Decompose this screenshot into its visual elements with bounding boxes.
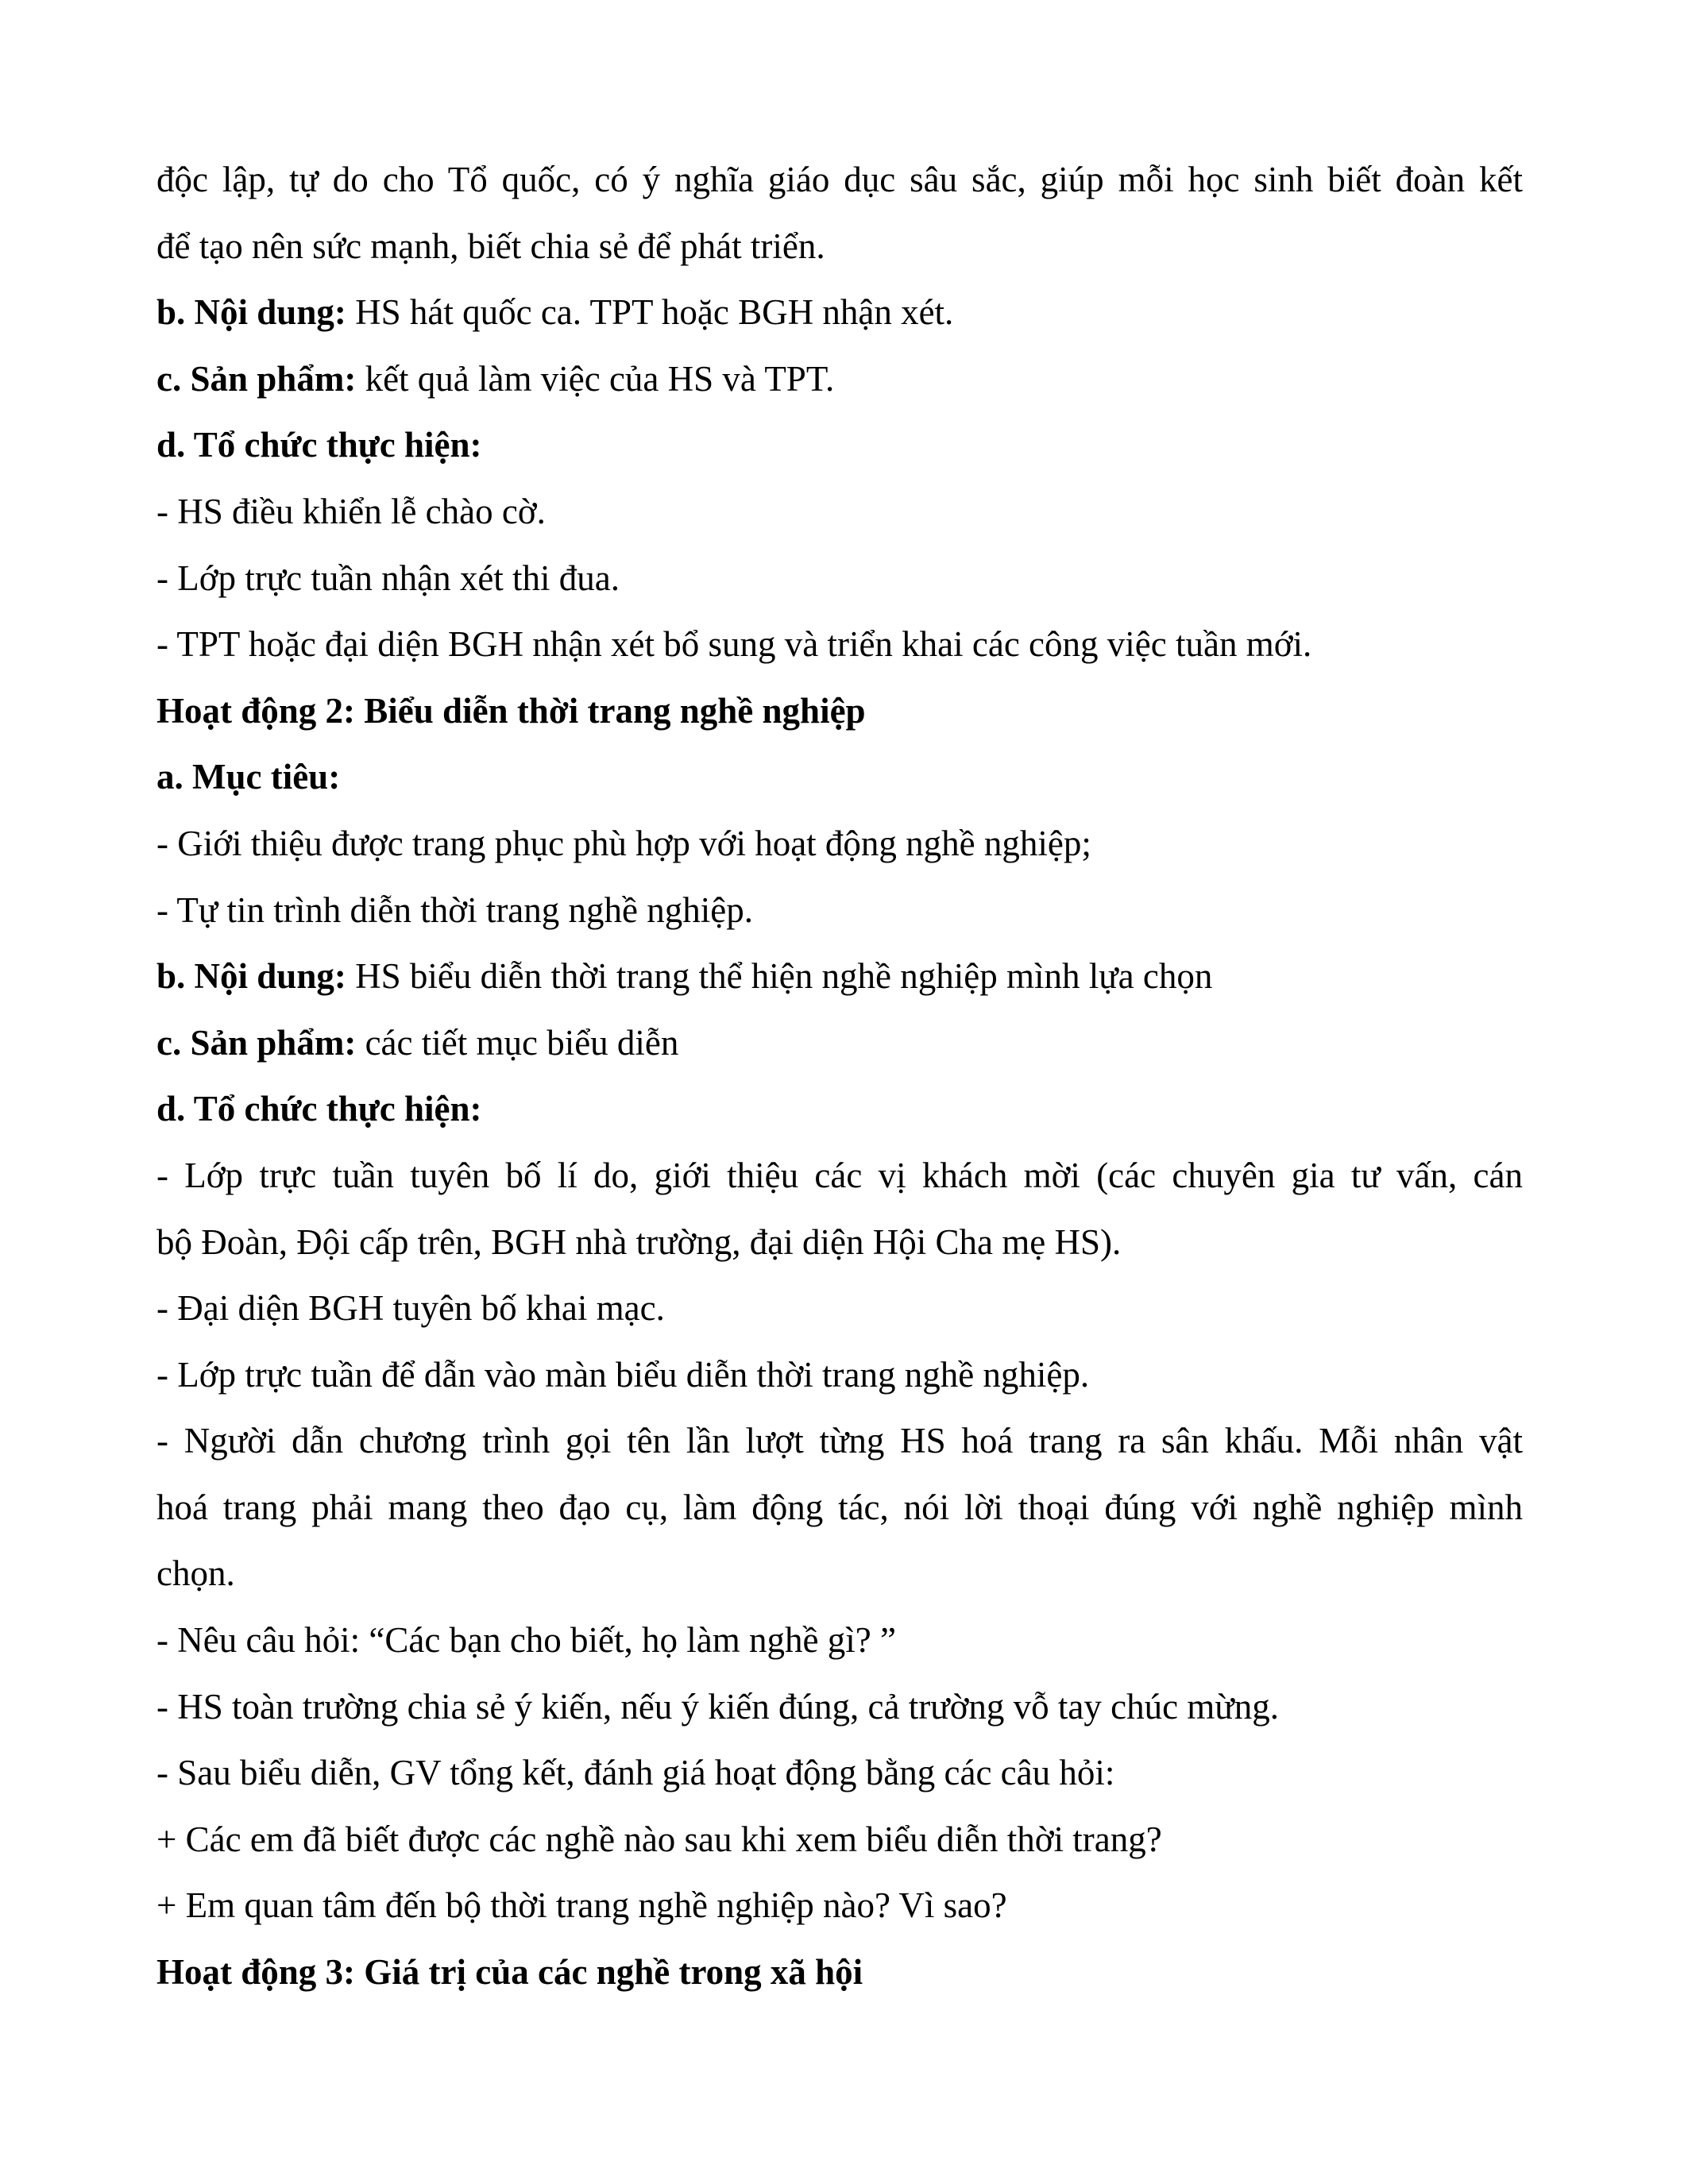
heading-line — [156, 1939, 1523, 2006]
line-text: các tiết mục biểu diễn — [356, 1022, 679, 1063]
text-line — [156, 280, 1523, 346]
line-text: - TPT hoặc đại diện BGH nhận xét bổ sung và triển khai các công việc tuần mới. — [156, 624, 1312, 665]
line-text: - Tự tin trình diễn thời trang nghề nghiệp. — [156, 889, 753, 930]
line-text: + Em quan tâm đến bộ thời trang nghề nghiệp nào? Vì sao? — [156, 1885, 1007, 1926]
text-line — [156, 943, 1523, 1010]
line-text: - Đại diện BGH tuyên bố khai mạc. — [156, 1288, 665, 1329]
text-line — [156, 1607, 1523, 1674]
bold-label: c. Sản phẩm: — [156, 358, 357, 399]
text-line — [156, 479, 1523, 546]
line-text: hoá trang phải mang theo đạo cụ, làm động tác, nói lời thoại đúng với nghề nghiệp mình — [156, 1487, 1523, 1527]
text-line — [156, 1807, 1523, 1873]
text-line — [156, 1010, 1523, 1077]
line-text: - Người dẫn chương trình gọi tên lần lượt từng HS hoá trang ra sân khấu. Mỗi nhân vật — [156, 1421, 1523, 1461]
line-text: - Lớp trực tuần tuyên bố lí do, giới thiệu các vị khách mời (các chuyên gia tư vấn, cán — [156, 1155, 1523, 1195]
text-line — [156, 1342, 1523, 1409]
bold-label: b. Nội dung: — [156, 956, 346, 997]
line-text: - Nêu câu hỏi: “Các bạn cho biết, họ làm nghề gì? ” — [156, 1620, 896, 1661]
bold-label: d. Tổ chức thực hiện: — [156, 425, 482, 465]
line-text: bộ Đoàn, Đội cấp trên, BGH nhà trường, đại diện Hội Cha mẹ HS). — [156, 1221, 1122, 1262]
text-line — [156, 1143, 1523, 1210]
line-text: để tạo nên sức mạnh, biết chia sẻ để phát triển. — [156, 226, 825, 266]
line-text: - Lớp trực tuần để dẫn vào màn biểu diễn thời trang nghề nghiệp. — [156, 1354, 1090, 1395]
line-text: - HS điều khiển lễ chào cờ. — [156, 491, 546, 531]
text-line — [156, 1275, 1523, 1342]
line-text: - Sau biểu diễn, GV tổng kết, đánh giá hoạt động bằng các câu hỏi: — [156, 1753, 1115, 1793]
line-text: - Giới thiệu được trang phục phù hợp với hoạt động nghề nghiệp; — [156, 823, 1091, 863]
text-line — [156, 1541, 1523, 1607]
heading-line — [156, 412, 1523, 479]
bold-label: Hoạt động 3: Giá trị của các nghề trong xã hội — [156, 1952, 863, 1993]
text-line — [156, 1475, 1523, 1542]
text-line — [156, 811, 1523, 878]
line-text: HS biểu diễn thời trang thể hiện nghề nghiệp mình lựa chọn — [346, 956, 1213, 997]
bold-label: Hoạt động 2: Biểu diễn thời trang nghề nghiệp — [156, 690, 866, 731]
bold-label: b. Nội dung: — [156, 292, 346, 333]
bold-label: a. Mục tiêu: — [156, 757, 341, 797]
line-text: - Lớp trực tuần nhận xét thi đua. — [156, 558, 620, 598]
line-text: kết quả làm việc của HS và TPT. — [356, 358, 835, 399]
bold-label: d. Tổ chức thực hiện: — [156, 1089, 482, 1129]
text-line — [156, 878, 1523, 944]
text-line — [156, 612, 1523, 678]
text-line — [156, 1210, 1523, 1276]
line-text: độc lập, tự do cho Tổ quốc, có ý nghĩa giáo dục sâu sắc, giúp mỗi học sinh biết đoàn kết — [156, 160, 1523, 199]
bold-label: c. Sản phẩm: — [156, 1022, 357, 1063]
line-text: chọn. — [156, 1553, 235, 1594]
text-line — [156, 147, 1523, 214]
text-line — [156, 1674, 1523, 1741]
text-line — [156, 1740, 1523, 1807]
line-text: + Các em đã biết được các nghề nào sau khi xem biểu diễn thời trang? — [156, 1819, 1162, 1859]
text-line — [156, 346, 1523, 413]
heading-line — [156, 678, 1523, 745]
text-line — [156, 1408, 1523, 1475]
line-text: HS hát quốc ca. TPT hoặc BGH nhận xét. — [346, 292, 954, 333]
heading-line — [156, 1076, 1523, 1143]
text-line — [156, 214, 1523, 280]
heading-line — [156, 744, 1523, 811]
text-line — [156, 546, 1523, 612]
document-page — [156, 147, 1523, 2006]
line-text: - HS toàn trường chia sẻ ý kiến, nếu ý kiến đúng, cả trường vỗ tay chúc mừng. — [156, 1686, 1279, 1727]
text-line — [156, 1873, 1523, 1939]
